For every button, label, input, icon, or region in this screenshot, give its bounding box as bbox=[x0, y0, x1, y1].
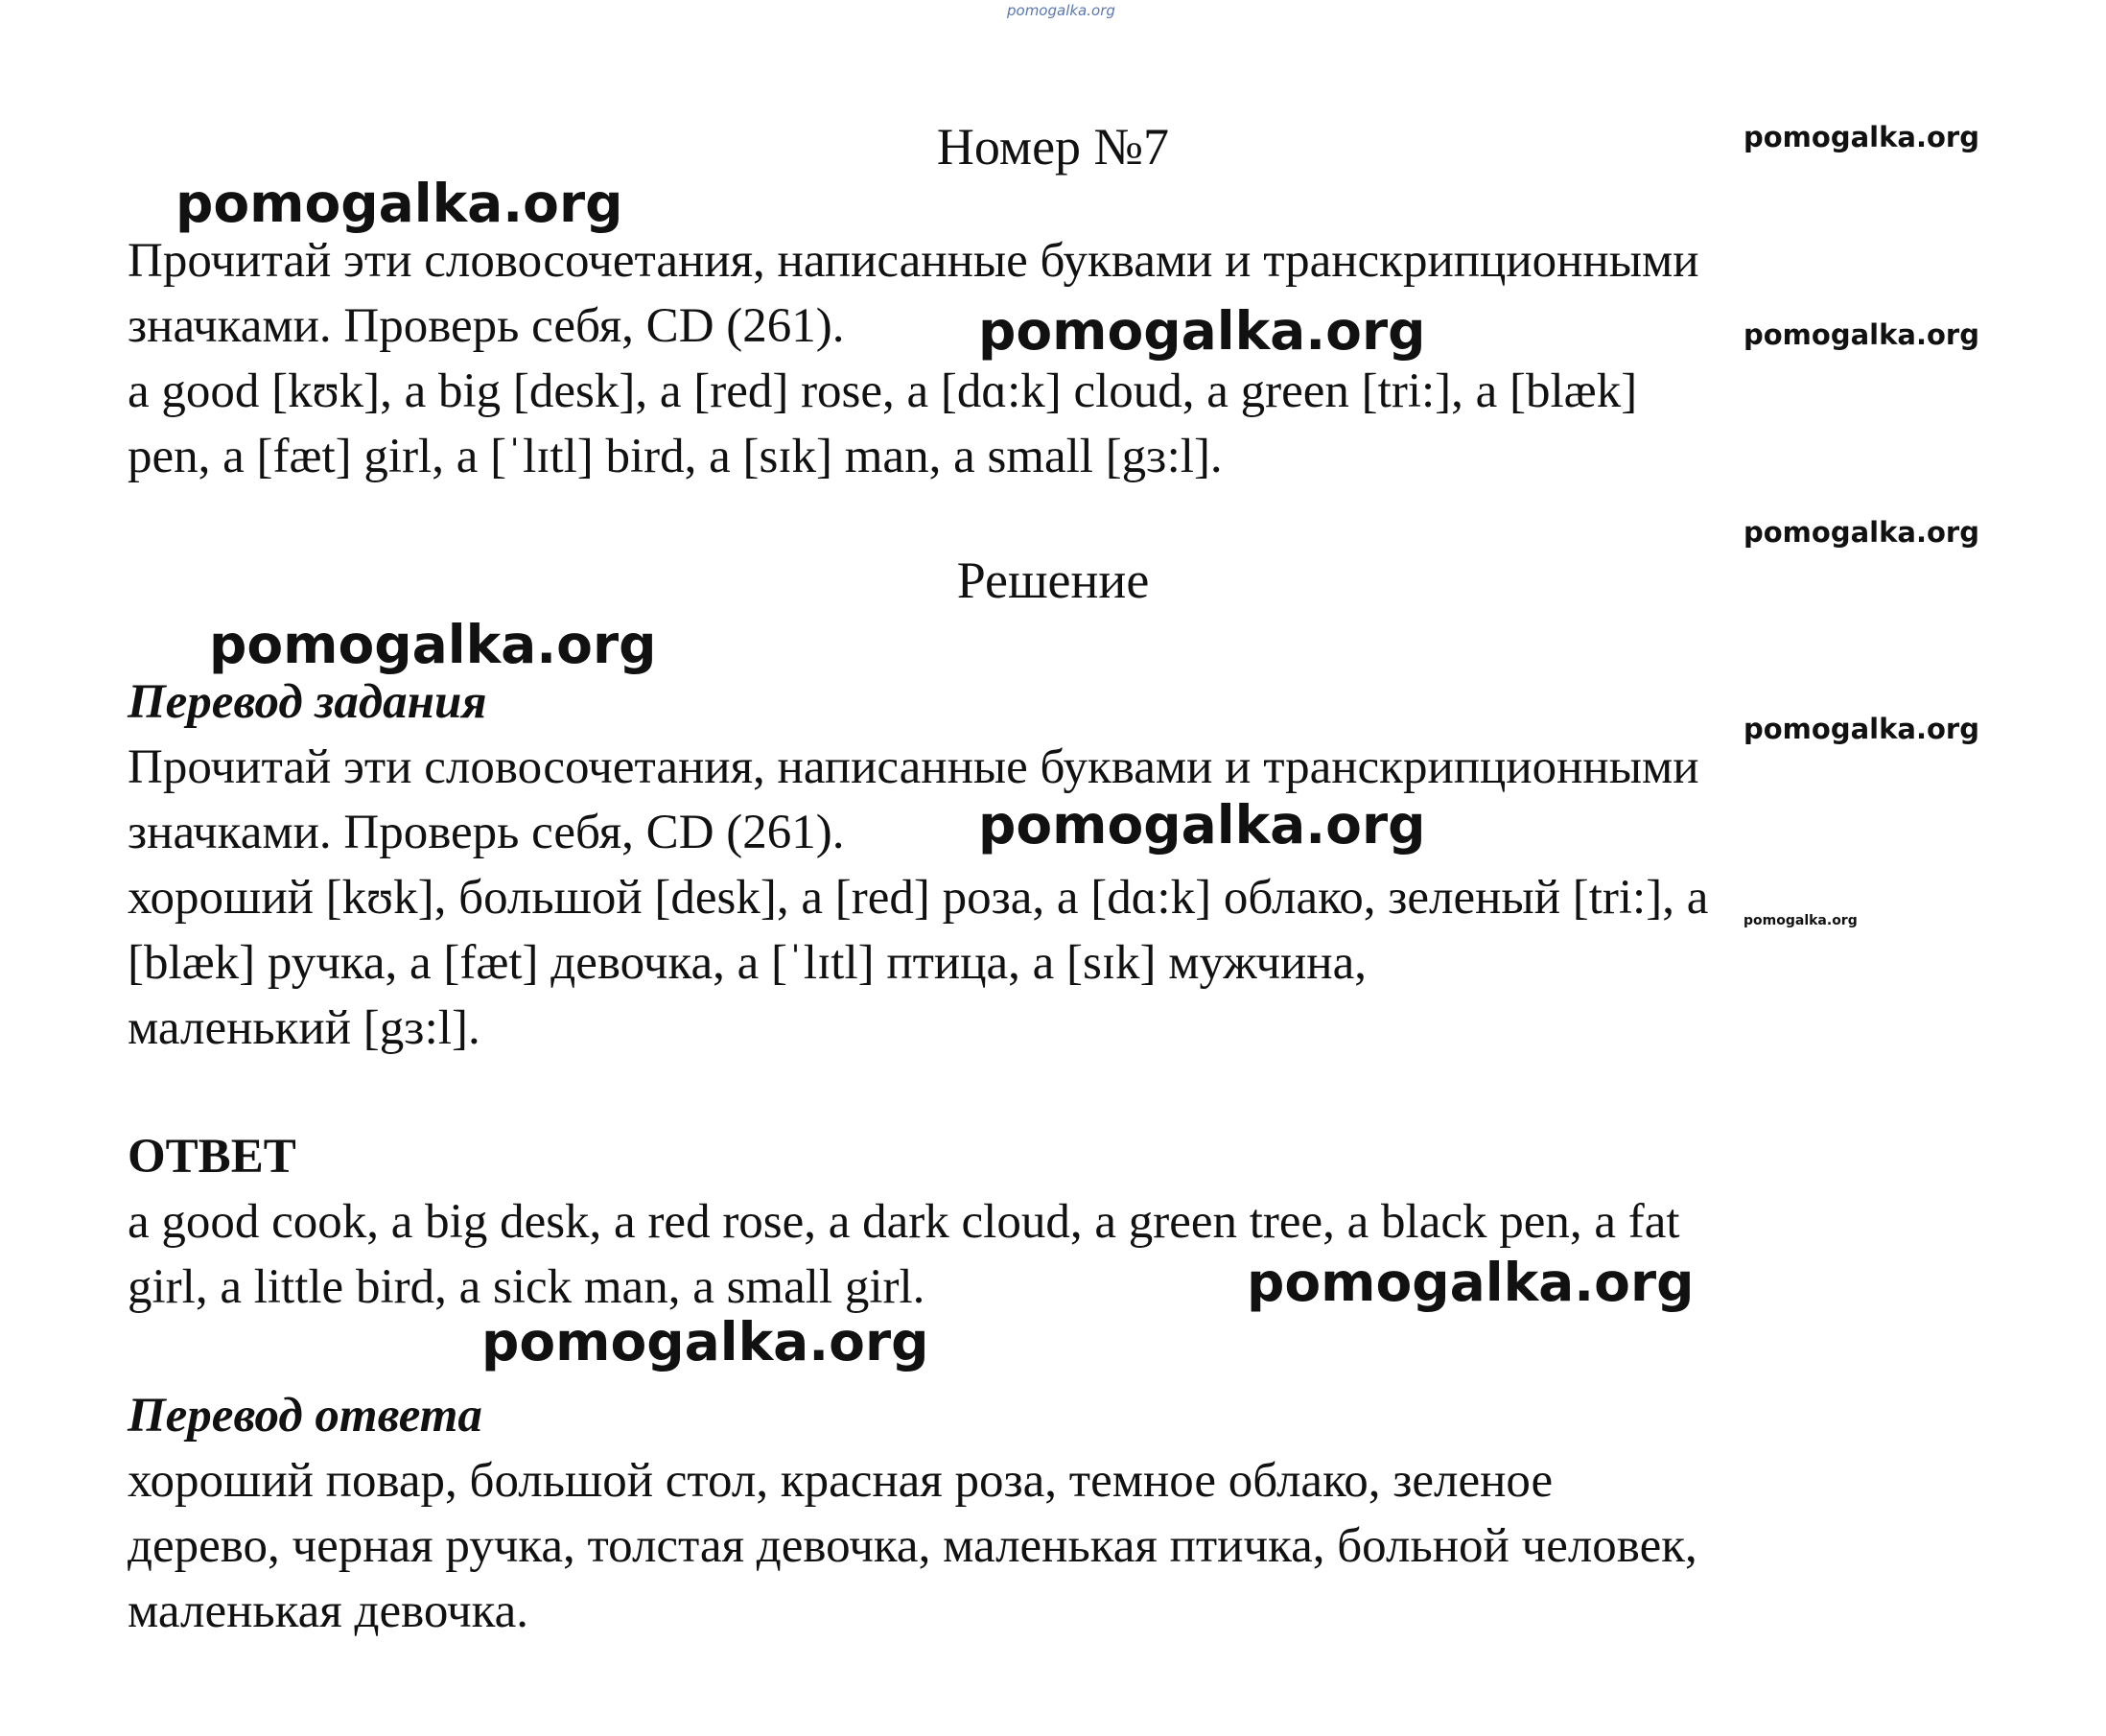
watermark-tiny: pomogalka.org bbox=[1743, 913, 1858, 928]
watermark-small: pomogalka.org bbox=[1743, 516, 1979, 549]
watermark-big: pomogalka.org bbox=[978, 794, 1426, 856]
watermark-big: pomogalka.org bbox=[209, 614, 657, 675]
answer-heading: ОТВЕТ bbox=[128, 1130, 296, 1184]
task-translation-line: маленький [gɜ:l]. bbox=[128, 1001, 480, 1055]
answer-translation-line: хороший повар, большой стол, красная роза, темное облако, зеленое bbox=[128, 1454, 1554, 1508]
watermark-small: pomogalka.org bbox=[1743, 713, 1979, 745]
task-translation-line: хороший [kʊk], большой [desk], a [red] роза, a [dɑ:k] облако, зеленый [tri:], a bbox=[128, 871, 1709, 925]
watermark-small: pomogalka.org bbox=[1743, 318, 1979, 351]
watermark-small: pomogalka.org bbox=[1743, 121, 1979, 153]
task-line: a good [kʊk], a big [desk], a [red] rose, a [dɑ:k] cloud, a green [tri:], a [blæk] bbox=[128, 364, 1638, 418]
task-line: значками. Проверь себя, CD (261). bbox=[128, 299, 845, 353]
solution-heading: Решение bbox=[956, 551, 1150, 609]
watermark-big: pomogalka.org bbox=[481, 1311, 929, 1372]
watermark-big: pomogalka.org bbox=[176, 173, 623, 234]
watermark-big: pomogalka.org bbox=[1247, 1252, 1695, 1313]
task-translation-line: [blæk] ручка, a [fæt] девочка, a [ˈlɪtl] птица, a [sɪk] мужчина, bbox=[128, 936, 1367, 990]
answer-translation-line: дерево, черная ручка, толстая девочка, маленькая птичка, больной человек, bbox=[128, 1519, 1697, 1573]
task-translation-line: Прочитай эти словосочетания, написанные буквами и транскрипционными bbox=[128, 740, 1699, 794]
answer-line: a good cook, a big desk, a red rose, a dark cloud, a green tree, a black pen, a fat bbox=[128, 1195, 1680, 1249]
answer-line: girl, a little bird, a sick man, a small girl. bbox=[128, 1260, 925, 1314]
task-line: pen, a [fæt] girl, a [ˈlɪtl] bird, a [sɪk] man, a small [gɜ:l]. bbox=[128, 430, 1223, 483]
task-translation-line: значками. Проверь себя, CD (261). bbox=[128, 806, 845, 859]
task-translation-heading: Перевод задания bbox=[128, 675, 487, 729]
watermark-top: pomogalka.org bbox=[1007, 2, 1115, 19]
task-line: Прочитай эти словосочетания, написанные буквами и транскрипционными bbox=[128, 234, 1699, 288]
answer-translation-heading: Перевод ответа bbox=[128, 1389, 482, 1443]
answer-translation-line: маленькая девочка. bbox=[128, 1584, 529, 1638]
watermark-big: pomogalka.org bbox=[978, 300, 1426, 362]
page-title: Номер №7 bbox=[936, 118, 1170, 176]
